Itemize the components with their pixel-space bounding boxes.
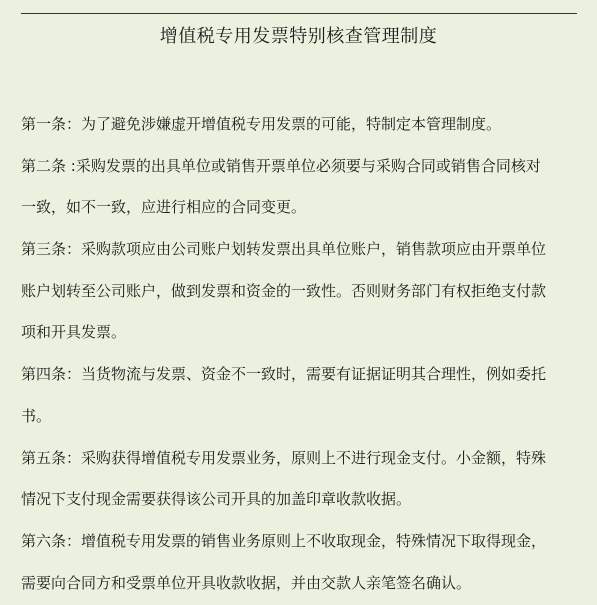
article-6-line-1: 第六条：增值税专用发票的销售业务原则上不收取现金，特殊情况下取得现金， [21,531,547,550]
article-1-line-1: 第一条：为了避免涉嫌虚开增值税专用发票的可能，特制定本管理制度。 [21,115,502,133]
document-title: 增值税专用发票特别核查管理制度 [159,26,438,47]
article-6-line-2: 需要向合同方和受票单位开具收款收据，并由交款人亲笔签名确认。 [21,573,472,592]
article-3-line-2: 账户划转至公司账户，做到发票和资金的一致性。否则财务部门有权拒绝支付款 [21,281,547,300]
article-2-line-1: 第二条 :采购发票的出具单位或销售开票单位必须要与采购合同或销售合同核对 [21,156,541,175]
article-5-line-1: 第五条：采购获得增值税专用发票业务，原则上不进行现金支付。小金额，特殊 [21,448,547,467]
top-rule [21,13,577,14]
article-2-line-2: 一致，如不一致，应进行相应的合同变更。 [21,198,307,217]
article-5-line-2: 情况下支付现金需要获得该公司开具的加盖印章收款收据。 [21,490,412,509]
article-4-line-2: 书。 [21,406,52,425]
article-3-line-3: 项和开具发票。 [21,323,127,342]
article-4-line-1: 第四条：当货物流与发票、资金不一致时，需要有证据证明其合理性，例如委托 [21,365,547,384]
article-3-line-1: 第三条：采购款项应由公司账户划转发票出具单位账户，销售款项应由开票单位 [21,240,547,259]
article-list [21,104,577,604]
